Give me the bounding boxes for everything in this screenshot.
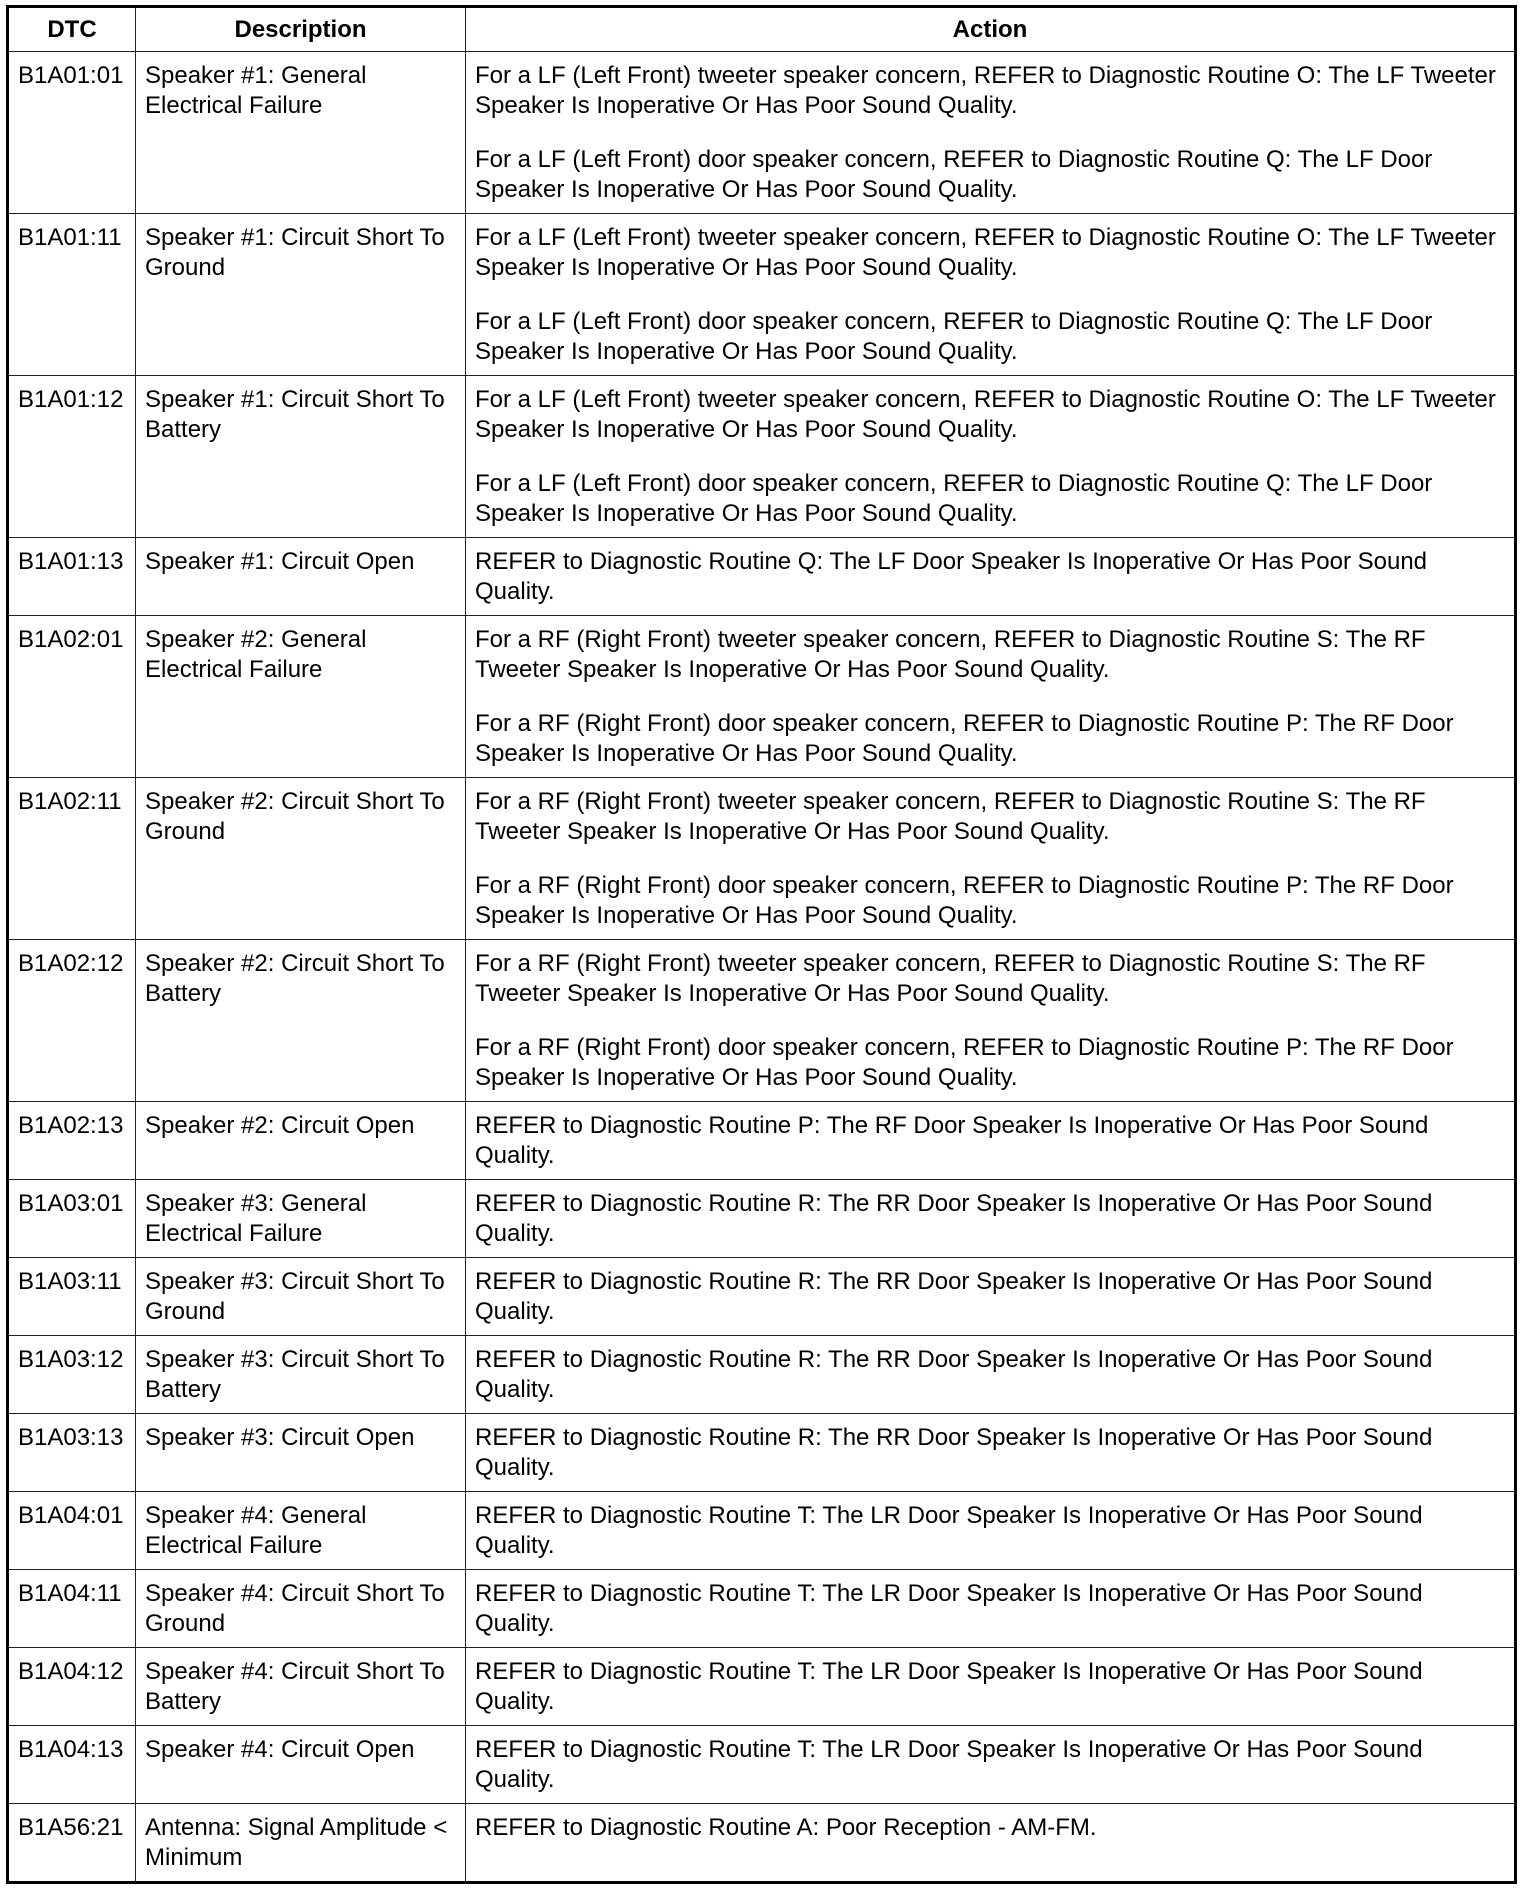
dtc-code: B1A01:13 [8,538,136,616]
dtc-description: Speaker #3: Circuit Open [136,1414,466,1492]
table-row [8,1258,1516,1336]
dtc-description: Speaker #4: Circuit Open [136,1726,466,1804]
dtc-code: B1A02:13 [8,1102,136,1180]
action-paragraph: For a RF (Right Front) tweeter speaker concern, REFER to Diagnostic Routine S: The RF Tweeter Speaker Is Inoperative Or Has Poor Sound Quality. [475,950,1426,1007]
action-paragraph: REFER to Diagnostic Routine T: The LR Door Speaker Is Inoperative Or Has Poor Sound Quality. [475,1736,1423,1793]
dtc-action [466,538,1516,616]
action-paragraph: REFER to Diagnostic Routine A: Poor Reception - AM-FM. [475,1814,1097,1841]
dtc-description: Speaker #4: Circuit Short To Ground [136,1570,466,1648]
table-row [8,1648,1516,1726]
table-row [8,52,1516,214]
dtc-code: B1A03:11 [8,1258,136,1336]
action-paragraph: REFER to Diagnostic Routine T: The LR Door Speaker Is Inoperative Or Has Poor Sound Quality. [475,1502,1423,1559]
action-paragraph: For a LF (Left Front) door speaker concern, REFER to Diagnostic Routine Q: The LF Door Speaker Is Inoperative Or Has Poor Sound Quality. [475,308,1433,365]
table-row [8,1414,1516,1492]
dtc-code: B1A04:01 [8,1492,136,1570]
header-description: Description [136,7,466,52]
dtc-code: B1A01:01 [8,52,136,214]
dtc-code: B1A56:21 [8,1804,136,1883]
table-row [8,1570,1516,1648]
dtc-code: B1A04:13 [8,1726,136,1804]
dtc-description: Speaker #1: General Electrical Failure [136,52,466,214]
action-paragraph: For a RF (Right Front) tweeter speaker concern, REFER to Diagnostic Routine S: The RF Tweeter Speaker Is Inoperative Or Has Poor Sound Quality. [475,788,1426,845]
dtc-code: B1A02:11 [8,778,136,940]
action-paragraph: For a RF (Right Front) door speaker concern, REFER to Diagnostic Routine P: The RF Door Speaker Is Inoperative Or Has Poor Sound Quality. [475,1034,1454,1091]
table-row [8,1804,1516,1883]
action-paragraph: REFER to Diagnostic Routine T: The LR Door Speaker Is Inoperative Or Has Poor Sound Quality. [475,1658,1423,1715]
dtc-action [466,940,1516,1102]
dtc-description: Speaker #1: Circuit Short To Battery [136,376,466,538]
dtc-code: B1A01:11 [8,214,136,376]
action-paragraph: REFER to Diagnostic Routine R: The RR Door Speaker Is Inoperative Or Has Poor Sound Quality. [475,1346,1433,1403]
table-row [8,1180,1516,1258]
table-row [8,616,1516,778]
action-paragraph: For a LF (Left Front) door speaker concern, REFER to Diagnostic Routine Q: The LF Door Speaker Is Inoperative Or Has Poor Sound Quality. [475,470,1433,527]
action-paragraph: For a RF (Right Front) tweeter speaker concern, REFER to Diagnostic Routine S: The RF Tweeter Speaker Is Inoperative Or Has Poor Sound Quality. [475,626,1426,683]
dtc-table [6,5,1517,1884]
dtc-description: Speaker #2: Circuit Short To Ground [136,778,466,940]
dtc-document [6,5,1514,1884]
dtc-action [466,1570,1516,1648]
dtc-code: B1A04:11 [8,1570,136,1648]
dtc-action [466,214,1516,376]
action-paragraph: For a RF (Right Front) door speaker concern, REFER to Diagnostic Routine P: The RF Door Speaker Is Inoperative Or Has Poor Sound Quality. [475,872,1454,929]
dtc-action [466,52,1516,214]
action-paragraph: REFER to Diagnostic Routine R: The RR Door Speaker Is Inoperative Or Has Poor Sound Quality. [475,1268,1433,1325]
dtc-description: Speaker #4: General Electrical Failure [136,1492,466,1570]
dtc-action [466,376,1516,538]
table-row [8,376,1516,538]
action-paragraph: For a LF (Left Front) door speaker concern, REFER to Diagnostic Routine Q: The LF Door Speaker Is Inoperative Or Has Poor Sound Quality. [475,146,1433,203]
header-dtc: DTC [8,7,136,52]
dtc-code: B1A02:12 [8,940,136,1102]
action-paragraph: REFER to Diagnostic Routine T: The LR Door Speaker Is Inoperative Or Has Poor Sound Quality. [475,1580,1423,1637]
dtc-action [466,778,1516,940]
dtc-description: Speaker #1: Circuit Open [136,538,466,616]
table-row [8,778,1516,940]
action-paragraph: For a RF (Right Front) door speaker concern, REFER to Diagnostic Routine P: The RF Door Speaker Is Inoperative Or Has Poor Sound Quality. [475,710,1454,767]
dtc-action [466,1648,1516,1726]
table-row [8,940,1516,1102]
dtc-description: Speaker #4: Circuit Short To Battery [136,1648,466,1726]
table-header-row [8,7,1516,52]
table-row [8,1102,1516,1180]
action-paragraph: For a LF (Left Front) tweeter speaker concern, REFER to Diagnostic Routine O: The LF Tweeter Speaker Is Inoperative Or Has Poor Sound Quality. [475,224,1496,281]
table-row [8,1336,1516,1414]
action-paragraph: REFER to Diagnostic Routine R: The RR Door Speaker Is Inoperative Or Has Poor Sound Quality. [475,1190,1433,1247]
dtc-description: Speaker #2: General Electrical Failure [136,616,466,778]
action-paragraph: REFER to Diagnostic Routine R: The RR Door Speaker Is Inoperative Or Has Poor Sound Quality. [475,1424,1433,1481]
dtc-code: B1A03:12 [8,1336,136,1414]
dtc-description: Speaker #3: Circuit Short To Battery [136,1336,466,1414]
action-paragraph: For a LF (Left Front) tweeter speaker concern, REFER to Diagnostic Routine O: The LF Tweeter Speaker Is Inoperative Or Has Poor Sound Quality. [475,386,1496,443]
dtc-action [466,1726,1516,1804]
dtc-action [466,1414,1516,1492]
action-paragraph: REFER to Diagnostic Routine P: The RF Door Speaker Is Inoperative Or Has Poor Sound Quality. [475,1112,1429,1169]
header-action: Action [466,7,1516,52]
dtc-description: Speaker #1: Circuit Short To Ground [136,214,466,376]
dtc-description: Speaker #2: Circuit Short To Battery [136,940,466,1102]
dtc-code: B1A03:13 [8,1414,136,1492]
table-row [8,214,1516,376]
table-row [8,1726,1516,1804]
dtc-action [466,1180,1516,1258]
dtc-action [466,1102,1516,1180]
dtc-code: B1A01:12 [8,376,136,538]
dtc-action [466,1804,1516,1883]
action-paragraph: REFER to Diagnostic Routine Q: The LF Door Speaker Is Inoperative Or Has Poor Sound Quality. [475,548,1428,605]
dtc-description: Antenna: Signal Amplitude < Minimum [136,1804,466,1883]
table-row [8,1492,1516,1570]
action-paragraph: For a LF (Left Front) tweeter speaker concern, REFER to Diagnostic Routine O: The LF Tweeter Speaker Is Inoperative Or Has Poor Sound Quality. [475,62,1496,119]
table-body [8,52,1516,1883]
dtc-action [466,1258,1516,1336]
dtc-code: B1A04:12 [8,1648,136,1726]
dtc-code: B1A02:01 [8,616,136,778]
dtc-action [466,1492,1516,1570]
dtc-description: Speaker #3: Circuit Short To Ground [136,1258,466,1336]
dtc-code: B1A03:01 [8,1180,136,1258]
dtc-description: Speaker #2: Circuit Open [136,1102,466,1180]
table-row [8,538,1516,616]
dtc-description: Speaker #3: General Electrical Failure [136,1180,466,1258]
dtc-action [466,1336,1516,1414]
dtc-action [466,616,1516,778]
